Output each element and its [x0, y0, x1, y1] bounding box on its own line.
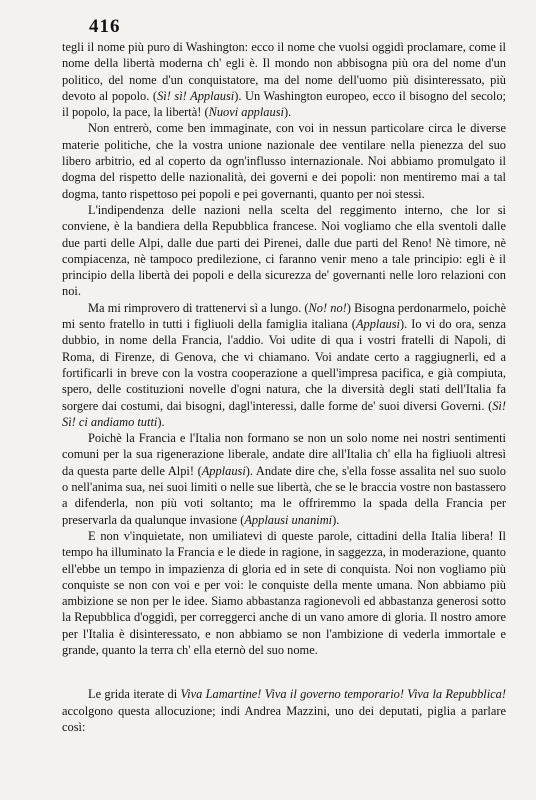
italic-aside: Viva Lamartine! Viva il governo temporario! Viva la Repubblica!: [180, 687, 506, 702]
text-run: E non v'inquietate, non umiliatevi di queste parole, cittadini della Italia libera! Il tempo ha illuminato la Francia e le diede in ragione, in saggezza, in moderazione, quanto ell'ebbe un tempo in impazienza di gloria ed in sete di conquista. Noi non vogliamo più conquiste se non con voi e per voi: le conquiste della mente umana. Non abbiamo più ambizione se non per le idee. Siamo abbastanza ragionevoli ed abbastanza generosi sotto la Repubblica d'oggidì, per correggerci anche di un vano amore di gloria. Il nostro amore per l'Italia è disinteressato, e non abbiamo se non l'ambizione di vederla immortale e grande, quanto la terra ch' ella eternò del suo nome.: [62, 528, 506, 657]
paragraph-2: [62, 120, 506, 201]
text-run: ).: [283, 105, 292, 120]
text-run: ). Io vi do ora, senza dubbio, in nome della Francia, l'addio. Voi udite di qua i vostri fratelli di Napoli, di Roma, di Firenze, di Genova, che vi chiamano. Voi andate certo a raggiugnerli, ed a fortificarli in breve con la vostra cooperazione a quell'impresa pacifica, e già compiuta, spero, delle costituzioni novelle d'ogni natura, che la diversità degli stati dell'Italia fa sorgere dai costumi, dai bisogni, dagl'interessi, dalle forme de' suoi diversi Governi. (: [62, 317, 507, 413]
paragraph-6: [62, 528, 506, 658]
body-text: [62, 39, 506, 735]
text-run: ).: [332, 512, 340, 527]
text-run: Poichè la Francia e l'Italia non formano se non un solo nome nei nostri sentimenti comuni per la sua rigenerazione liberale, andate dire all'Italia ch' ella ha figliuoli altresì da questa parte delle Alpi! (: [62, 431, 506, 478]
paragraph-3: [62, 202, 506, 300]
italic-aside: Applausi unanimi: [244, 512, 333, 527]
text-run: ).: [157, 414, 165, 429]
paragraph-7: [62, 686, 506, 735]
italic-aside: Sì! Sì! ci andiamo tutti: [62, 398, 506, 429]
paragraph-gap: [62, 658, 506, 686]
text-run: ). Un Washington europeo, ecco il bisogno del secolo; il popolo, la pace, la libertà! (: [62, 88, 506, 120]
paragraph-5: [62, 430, 506, 528]
italic-aside: Nuovi applausi: [208, 105, 284, 120]
italic-aside: Sì! sì! Applausi: [157, 88, 235, 103]
italic-aside: Applausi: [201, 463, 246, 478]
text-run: Ma mi rimprovero di trattenervi sì a lungo. (: [88, 300, 309, 315]
text-run: accolgono questa allocuzione; indi Andrea Mazzini, uno dei deputati, piglia a parlare così:: [62, 703, 506, 734]
text-run: ). Andate dire che, s'ella fosse assalita nel suo suolo o nell'anima sua, nei suoi limiti o nelle sue libertà, che se le braccia vostre non bastassero a difenderla, non più voti soltanto; ma le offriremmo la spada della Francia per preservarla da qualunque invasione (: [62, 463, 506, 527]
italic-aside: No! no!: [308, 300, 347, 315]
paragraph-4: [62, 300, 506, 430]
text-run: Le grida iterate di: [88, 687, 181, 702]
page-number: 416: [89, 16, 121, 37]
text-run: tegli il nome più puro di Washington: ecco il nome che vuolsi oggidì proclamare, come il nome della libertà moderna ch' egli è. Il mondo non abbisogna più ora del nome d'un politico, del nome d'un conquistatore, ma del nome dell'uomo più disinteressato, più devoto al popolo. (: [62, 40, 506, 103]
text-run: L'indipendenza delle nazioni nella scelta del reggimento interno, che lor si conviene, è la bandiera della Repubblica francese. Noi vogliamo che ella sventoli dalle due parti delle Alpi, dalle due parti dei Pirenei, dalle due parti del Reno! Nè timore, nè compiacenza, nè tampoco predilezione, ci faranno venir meno a tale principio: egli è il principio della libertà dei popoli e della sicurezza de' governanti nelle loro relazioni con noi.: [62, 202, 506, 299]
text-run: Non entrerò, come ben immaginate, con voi in nessun particolare circa le diverse materie politiche, che la vostra unione nazionale dee ventilare nella pienezza del suo libero arbitrio, ed al coperto da ogn'influsso internazionale. Noi abbiamo promulgato il dogma del rispetto delle nazionalità, dei governi e dei popoli: non mentiremo mai a tal dogma, tanto rispettoso pei popoli e pei governanti, quanto per noi stessi.: [62, 121, 506, 201]
paragraph-1: [62, 39, 506, 120]
text-run: ) Bisogna perdonarmelo, poichè mi sento fratello in tutti i figliuoli della famiglia italiana (: [62, 300, 506, 332]
italic-aside: Applausi: [355, 317, 400, 332]
